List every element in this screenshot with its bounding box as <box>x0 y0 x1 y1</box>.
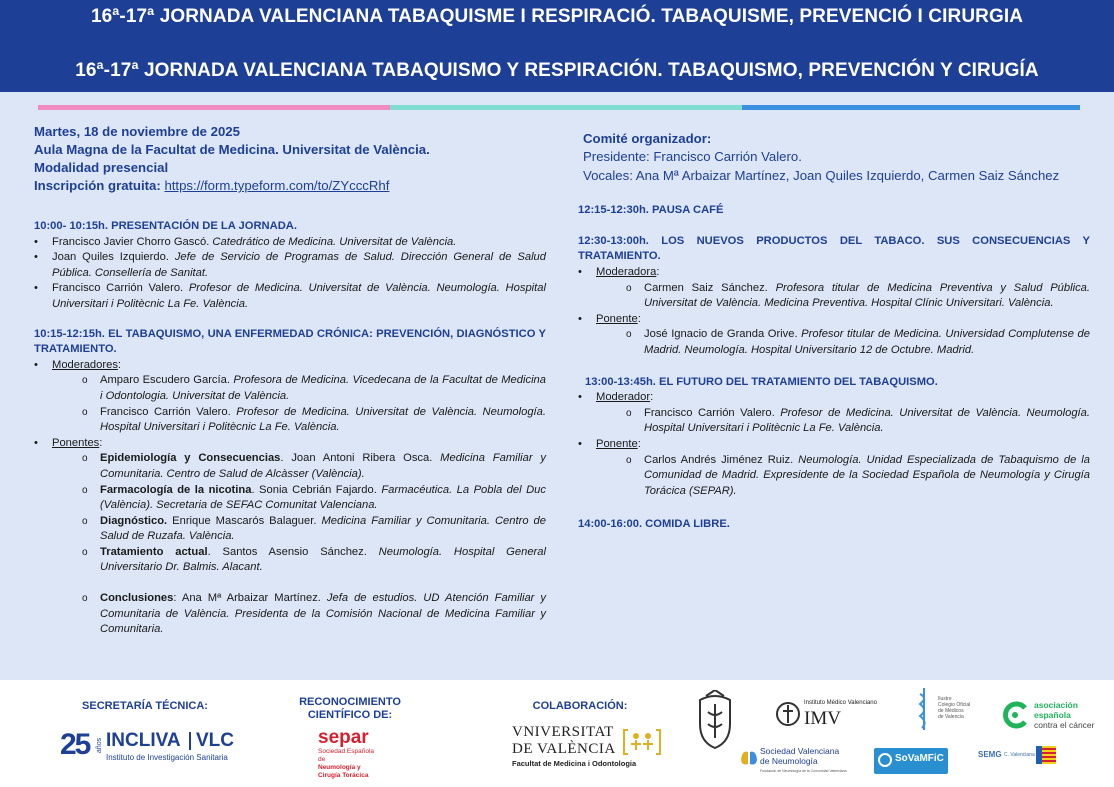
lungs-icon <box>740 742 758 768</box>
comv-line-3: de Médicos <box>938 708 964 714</box>
imv-small: Instituto Médico Valenciano <box>804 700 877 706</box>
aecc-line-2: española <box>1034 710 1071 720</box>
svn-line-2: de Neumología <box>760 756 818 766</box>
person-desc: Neumología. Hospital General Universitario Dr. Balmis. Alacant. <box>100 545 546 574</box>
person-desc: Medicina Familiar y Comunitaria. Centro de Salud de Alcàsser (València). <box>100 452 546 480</box>
talk-item <box>34 483 546 514</box>
person-name: Enrique Mascarós Balaguer. <box>167 514 322 527</box>
person-desc: Profesor de Medicina. Universitat de València. Neumología. Hospital Universitari i Politècnic La Fe. València. <box>644 406 1090 435</box>
talk-topic: Farmacología de la nicotina <box>100 483 252 496</box>
session-title-futuro: 13:00-13:45h. EL FUTURO DEL TRATAMIENTO DEL TABAQUISMO. <box>585 375 938 388</box>
uv-line-1: VNIVERSITAT <box>512 724 614 740</box>
lunch-break: 14:00-16:00. COMIDA LIBRE. <box>578 518 730 531</box>
page-header <box>0 0 1114 92</box>
imv-emblem-icon <box>776 700 800 728</box>
talk-item <box>34 514 546 545</box>
comv-logo <box>916 686 976 732</box>
right-column <box>578 130 1090 533</box>
incliva-subtitle: Instituto de Investigación Sanitaria <box>106 753 228 762</box>
title-spanish: 16ª-17ª JORNADA VALENCIANA TABAQUISMO Y RESPIRACIÓN. TABAQUISMO, PREVENCIÓN Y CIRUGÍA <box>75 60 1039 81</box>
moderator-item <box>34 373 546 404</box>
speaker-item <box>578 327 1090 358</box>
imv-big: IMV <box>804 708 841 729</box>
sovamfic-circle-icon <box>878 753 892 767</box>
incliva-divider <box>189 732 191 750</box>
session-title-presentacion: 10:00- 10:15h. PRESENTACIÓN DE LA JORNADA. <box>34 220 297 232</box>
stripe-blue <box>742 105 1080 110</box>
incliva-years: 25 <box>60 728 90 761</box>
organizing-committee <box>578 130 1090 185</box>
speaker-desc: Catedrático de Medicina. Universitat de València. <box>212 235 457 248</box>
secretaria-label: SECRETARÍA TÉCNICA: <box>82 700 208 712</box>
event-info <box>34 123 546 195</box>
svn-line-1: Sociedad Valenciana <box>760 746 840 756</box>
person-name: Carmen Saiz Sánchez. <box>644 281 776 294</box>
role-label: Moderadora <box>596 266 657 278</box>
session-title-nuevos-productos: 12:30-13:00h. LOS NUEVOS PRODUCTOS DEL TABACO. SUS CONSECUENCIAS Y TRATAMIENTO. <box>578 234 1090 263</box>
aecc-line-1: asociación <box>1034 700 1078 710</box>
session-title-enfermedad-cronica: 10:15-12:15h. EL TABAQUISMO, UNA ENFERMEDAD CRÓNICA: PREVENCIÓN, DIAGNÓSTICO Y TRATAMIENTO. <box>34 327 546 356</box>
role-label: Moderadores <box>52 358 118 371</box>
incliva-name: INCLIVA <box>106 730 181 751</box>
incliva-logo <box>60 730 250 764</box>
moderator-item <box>34 405 546 436</box>
person-desc: Profesor titular de Medicina. Universidad Complutense de Madrid. Neumología. Hospital Universitario 12 de Octubre. Madrid. <box>644 328 1090 356</box>
comv-line-1: Ilustre <box>938 696 952 702</box>
separ-sub-3: Neumología y <box>318 764 361 771</box>
semg-sub: C. Valenciana <box>1004 752 1035 758</box>
person-name: Carlos Andrés Jiménez Ruiz. <box>644 453 799 466</box>
separ-logo <box>318 728 398 778</box>
talk-item <box>34 591 546 638</box>
role-label: Ponente <box>596 312 638 325</box>
talk-topic: Tratamiento actual <box>100 545 208 558</box>
talk-item <box>34 545 546 576</box>
role-label: Ponentes <box>52 436 100 449</box>
person-desc: Neumología. Unidad Especializada de Tabaquismo de la Comunidad de Madrid. Expresidente de la Sociedad Española de Neumología y Cirugía Torácica (SEPAR). <box>644 453 1090 497</box>
speaker-item <box>34 281 546 312</box>
speaker-item <box>34 250 546 281</box>
person-name: . Joan Antoni Ribera Osca. <box>280 452 441 465</box>
person-name: Francisco Carrión Valero. <box>100 405 237 418</box>
person-desc: Profesora de Medicina. Vicedecana de la Facultat de Medicina i Odontologia. Universitat de València. <box>100 374 546 402</box>
person-name: Amparo Escudero García. <box>100 374 234 387</box>
uv-line-3: Facultat de Medicina i Odontologia <box>512 759 637 768</box>
comv-line-4: de Valencia <box>938 714 964 720</box>
role-label: Ponente <box>596 437 638 450</box>
aecc-line-3: contra el cáncer <box>1034 720 1095 730</box>
incliva-anos: años <box>96 737 104 754</box>
stripe-teal <box>390 105 742 110</box>
moderator-item <box>578 406 1090 437</box>
speaker-item <box>34 235 546 251</box>
speaker-heading: • Ponente: <box>578 312 1090 328</box>
talk-item <box>34 451 546 482</box>
speaker-name: Joan Quiles Izquierdo. <box>52 251 175 264</box>
person-desc: Medicina Familiar y Comunitaria. Centro de Salud de Ruzafa. València. <box>100 514 546 543</box>
uv-line-2: DE VALÈNCIA <box>512 741 616 757</box>
speaker-name: Francisco Carrión Valero. <box>52 282 189 295</box>
moderator-heading: • Moderadora: <box>578 265 1090 281</box>
role-label: Moderador <box>596 391 651 404</box>
uv-logo <box>512 724 672 776</box>
speaker-heading: • Ponente: <box>578 437 1090 453</box>
incliva-vlc: VLC <box>196 730 234 751</box>
person-desc: Profesora titular de Medicina Preventiva y Salud Pública. Universitat de València. Medicina Preventiva. Hospital Clínic Universitari. València. <box>644 281 1090 310</box>
moderator-item <box>578 281 1090 312</box>
crest-icon <box>694 690 736 750</box>
speaker-name: Francisco Javier Chorro Gascó. <box>52 235 213 248</box>
aecc-icon <box>1000 700 1030 730</box>
semg-name: SEMG <box>978 750 1002 759</box>
person-desc: Jefa de estudios. UD Atención Familiar y Comunitaria de València. Presidenta de la Comisión Nacional de Medicina Familiar y Comunitaria. <box>100 592 546 636</box>
event-mode: Modalidad presencial <box>34 160 169 175</box>
speaker-desc: Jefe de Servicio de Programas de Salud. Dirección General de Salud Pública. Consellería de Sanitat. <box>52 251 546 279</box>
valencia-flag-icon <box>1036 746 1056 764</box>
speaker-desc: Profesor de Medicina. Universitat de València. Neumología. Hospital Universitari i Politècnic La Fe. València. <box>52 282 546 310</box>
committee-heading: Comité organizador: <box>583 131 712 146</box>
person-name: . Santos Asensio Sánchez. <box>207 545 379 558</box>
moderators-heading: • Moderadores: <box>34 358 546 374</box>
svn-line-3: Fundación de Neumología de la Comunidad Valenciana <box>760 769 847 773</box>
event-date: Martes, 18 de noviembre de 2025 <box>34 124 240 139</box>
caduceus-icon <box>916 686 932 732</box>
committee-vocals: Vocales: Ana Mª Arbaizar Martínez, Joan Quiles Izquierdo, Carmen Saiz Sánchez <box>583 167 1060 183</box>
title-valencian: 16ª-17ª JORNADA VALENCIANA TABAQUISME I RESPIRACIÓ. TABAQUISME, PREVENCIÓ I CIRURGIA <box>90 6 1024 27</box>
talk-topic: Epidemiología y Consecuencias <box>100 452 281 465</box>
event-venue: Aula Magna de la Facultat de Medicina. Universitat de València. <box>34 142 430 157</box>
svn-logo <box>740 742 860 782</box>
sovamfic-name: SoVaMFiC <box>895 753 944 764</box>
aecc-logo <box>1000 698 1110 734</box>
talk-topic: Diagnóstico. <box>100 514 168 527</box>
colaboracion-label: COLABORACIÓN: <box>532 700 628 712</box>
registration-label: Inscripción gratuita: <box>34 178 161 193</box>
separ-sub-2: de <box>318 756 326 763</box>
moderator-heading: • Moderador: <box>578 390 1090 406</box>
separ-sub-1: Sociedad Española <box>318 748 375 755</box>
talk-topic: Conclusiones <box>100 592 174 605</box>
coffee-break: 12:15-12:30h. PAUSA CAFÉ <box>578 204 724 217</box>
stripe-pink <box>38 105 390 110</box>
speakers-heading: • Ponentes: <box>34 436 546 452</box>
uv-emblem-icon <box>622 726 662 758</box>
person-desc: Farmacéutica. La Pobla del Duc (València). Secretaria de SEFAC Comunitat Valenciana. <box>100 483 546 512</box>
committee-president: Presidente: Francisco Carrión Valero. <box>583 149 802 165</box>
semg-logo <box>978 746 1058 770</box>
separ-sub-4: Cirugía Torácica <box>318 772 369 779</box>
separ-name: separ <box>318 727 369 748</box>
person-name: José Ignacio de Granda Orive. <box>644 328 802 341</box>
sponsors-footer <box>0 680 1114 787</box>
person-desc: Profesor de Medicina. Universitat de València. Neumología. Hospital Universitari i Politècnic La Fe. València. <box>100 405 546 434</box>
registration <box>34 177 546 195</box>
imv-logo <box>776 698 896 734</box>
person-name: . Sonia Cebrián Fajardo. <box>251 483 382 496</box>
registration-link[interactable]: https://form.typeform.com/to/ZYcccRhf <box>164 178 390 193</box>
person-name: : Ana Mª Arbaizar Martínez. <box>173 592 327 605</box>
comv-line-2: Colegio Oficial <box>938 702 971 708</box>
person-name: Francisco Carrión Valero. <box>644 406 781 419</box>
speaker-item <box>578 453 1090 500</box>
left-column <box>34 123 546 638</box>
sovamfic-logo <box>874 748 948 774</box>
reconocimiento-label: RECONOCIMIENTO CIENTÍFICO DE: <box>299 696 401 721</box>
